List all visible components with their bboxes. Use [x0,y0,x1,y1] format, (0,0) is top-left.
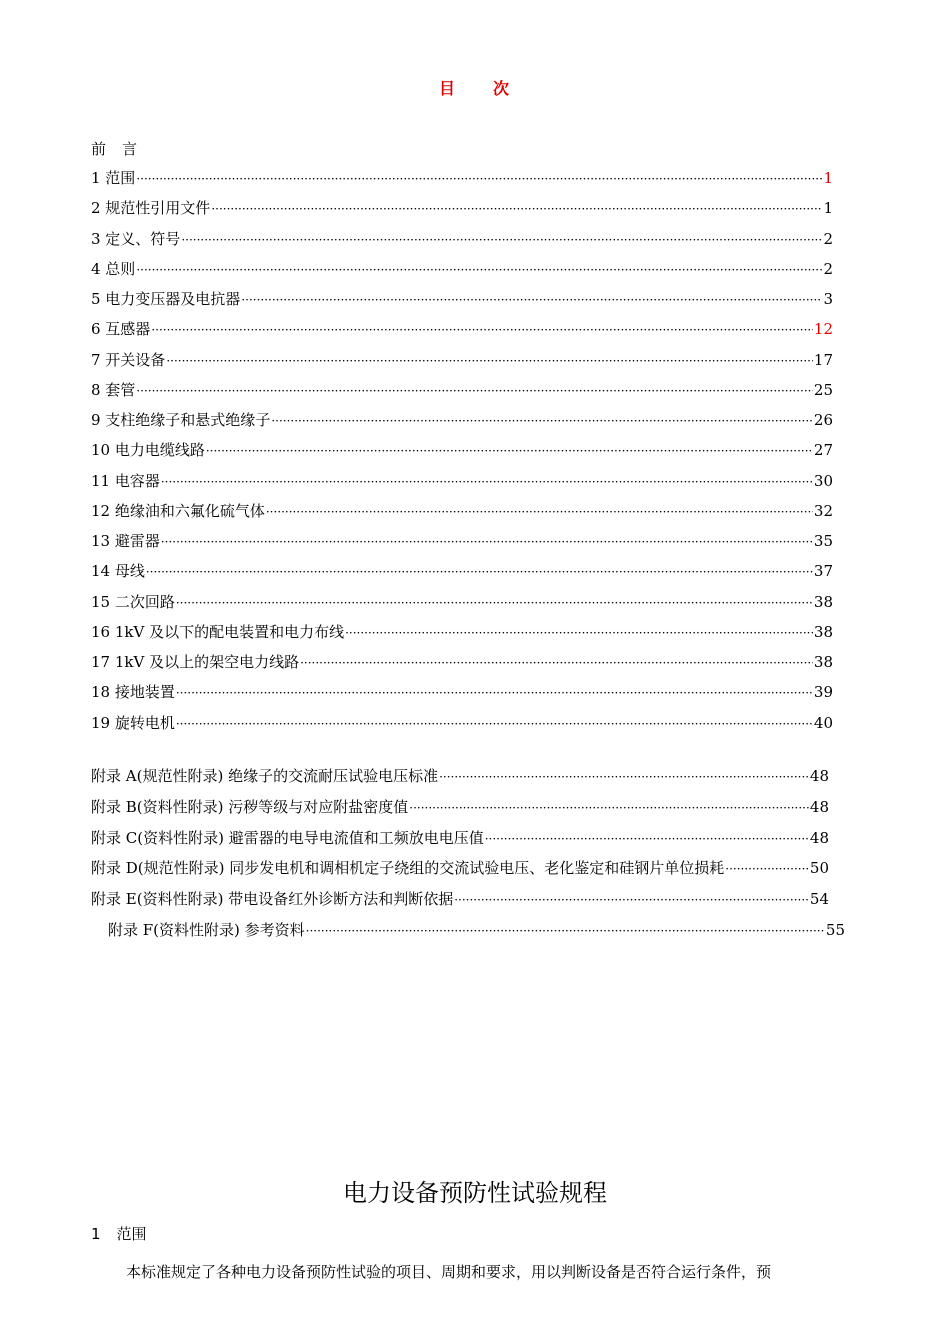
toc-entry-label: 18 接地装置 [91,683,175,702]
toc-entry-page: 38 [813,622,833,641]
toc-entry[interactable] [91,228,833,250]
toc-entry[interactable] [91,439,833,461]
toc-leader-dots [345,626,813,640]
toc-entry[interactable] [91,621,833,643]
toc-entry-label: 4 总则 [91,259,136,278]
toc-entry[interactable] [91,765,829,787]
toc-entry[interactable] [91,591,833,613]
toc-entry-page: 25 [813,380,833,399]
toc-entry[interactable] [91,712,833,734]
toc-entry-page: 32 [813,501,833,520]
toc-entry[interactable] [91,651,833,673]
toc-entry-label: 13 避雷器 [91,532,160,550]
toc-leader-dots [176,717,813,731]
toc-entry-page: 3 [823,290,833,308]
toc-entry[interactable] [91,888,829,910]
toc-entry-label: 附录 F(资料性附录) 参考资料 [108,921,305,939]
toc-entry-page: 48 [809,797,829,816]
toc-entry-label: 附录 E(资料性附录) 带电设备红外诊断方法和判断依据 [91,890,454,909]
toc-entry-label: 附录 B(资料性附录) 污秽等级与对应附盐密度值 [91,797,409,816]
toc-entry-label: 6 互感器 [91,320,151,339]
toc-entry[interactable] [91,857,829,879]
toc-entry-page: 30 [813,471,833,490]
toc-entry-page: 12 [813,320,833,339]
toc-entry[interactable] [91,167,833,189]
toc-leader-dots [300,656,813,670]
toc-entry-page: 39 [813,683,833,702]
toc-entry-label: 1 范围 [91,169,136,187]
toc-entry-label: 5 电力变压器及电抗器 [91,290,241,308]
toc-entry-label: 10 电力电缆线路 [91,441,205,460]
document-title: 电力设备预防性试验规程 [343,1179,607,1207]
toc-entry[interactable] [91,796,829,818]
toc-leader-dots [211,202,822,216]
toc-entry[interactable] [91,827,829,849]
toc-entry[interactable] [91,197,833,219]
toc-entry-label: 7 开关设备 [91,350,166,369]
preface-char-1: 前 [91,140,107,158]
toc-leader-dots [166,354,813,368]
toc-entry-label: 17 1kV 及以上的架空电力线路 [91,653,300,671]
toc-entry[interactable] [108,919,845,941]
toc-entry-label: 9 支柱绝缘子和悬式绝缘子 [91,411,271,429]
body-paragraph: 本标准规定了各种电力设备预防性试验的项目、周期和要求，用以判断设备是否符合运行条件，预 [126,1263,772,1281]
toc-entry-page: 54 [809,890,829,909]
toc-entry-page: 1 [823,169,833,187]
toc-entry-label: 附录 D(规范性附录) 同步发电机和调相机定子绕组的交流试验电压、老化鉴定和硅钢片单位损耗 [91,859,725,878]
toc-entry-label: 14 母线 [91,562,145,581]
toc-leader-dots [176,686,813,700]
toc-entry-label: 附录 A(规范性附录) 绝缘子的交流耐压试验电压标准 [91,767,439,785]
toc-title [0,76,950,99]
toc-entry-page: 50 [809,859,829,878]
toc-entry-page: 48 [809,767,829,785]
toc-title-char-1: 目 [438,79,457,98]
toc-leader-dots [306,924,825,938]
toc-leader-dots [485,832,809,846]
toc-entry[interactable] [91,409,833,431]
toc-entry[interactable] [91,349,833,371]
toc-entry-page: 1 [823,199,833,218]
toc-entry-label: 附录 C(资料性附录) 避雷器的电导电流值和工频放电电压值 [91,828,484,847]
toc-entry-page: 17 [813,350,833,369]
toc-entry[interactable] [91,258,833,280]
toc-entry-page: 48 [809,828,829,847]
toc-leader-dots [409,801,809,815]
toc-entry-page: 37 [813,562,833,581]
toc-leader-dots [725,862,809,876]
toc-leader-dots [206,444,813,458]
section-title: 范围 [116,1225,147,1243]
toc-entry-page: 38 [813,653,833,671]
toc-entry-page: 26 [813,411,833,429]
toc-leader-dots [181,233,822,247]
toc-entry-page: 55 [825,921,845,939]
toc-entry[interactable] [91,681,833,703]
toc-leader-dots [266,505,813,519]
toc-entry-page: 38 [813,592,833,611]
toc-leader-dots [161,535,813,549]
toc-entry-label: 15 二次回路 [91,592,175,611]
toc-leader-dots [439,770,809,784]
toc-leader-dots [136,263,822,277]
toc-leader-dots [136,384,813,398]
toc-entry-label: 16 1kV 及以下的配电装置和电力布线 [91,622,345,641]
toc-entry[interactable] [91,470,833,492]
toc-entry-label: 12 绝缘油和六氟化硫气体 [91,501,265,520]
toc-leader-dots [151,323,813,337]
toc-entry-page: 35 [813,532,833,550]
toc-title-char-2: 次 [493,79,512,98]
toc-entry-label: 19 旋转电机 [91,713,175,732]
preface-char-2: 言 [122,140,138,158]
toc-entry[interactable] [91,318,833,340]
toc-leader-dots [241,293,822,307]
section-heading [91,1223,147,1244]
toc-entry[interactable] [91,500,833,522]
toc-entry[interactable] [91,560,833,582]
toc-entry-label: 11 电容器 [91,471,160,490]
toc-leader-dots [161,475,813,489]
toc-entry-page: 2 [823,259,833,278]
toc-entry-label: 8 套管 [91,380,136,399]
section-number: 1 [91,1225,101,1243]
toc-preface[interactable] [91,138,137,159]
toc-leader-dots [136,172,822,186]
toc-leader-dots [271,414,813,428]
toc-entry[interactable] [91,530,833,552]
toc-entry[interactable] [91,379,833,401]
toc-leader-dots [176,596,813,610]
toc-entry-page: 40 [813,713,833,732]
toc-entry-label: 3 定义、符号 [91,229,181,248]
toc-entry-page: 2 [823,229,833,248]
toc-leader-dots [146,565,813,579]
toc-entry[interactable] [91,288,833,310]
toc-entry-label: 2 规范性引用文件 [91,199,211,218]
toc-leader-dots [454,893,809,907]
toc-entry-page: 27 [813,441,833,460]
